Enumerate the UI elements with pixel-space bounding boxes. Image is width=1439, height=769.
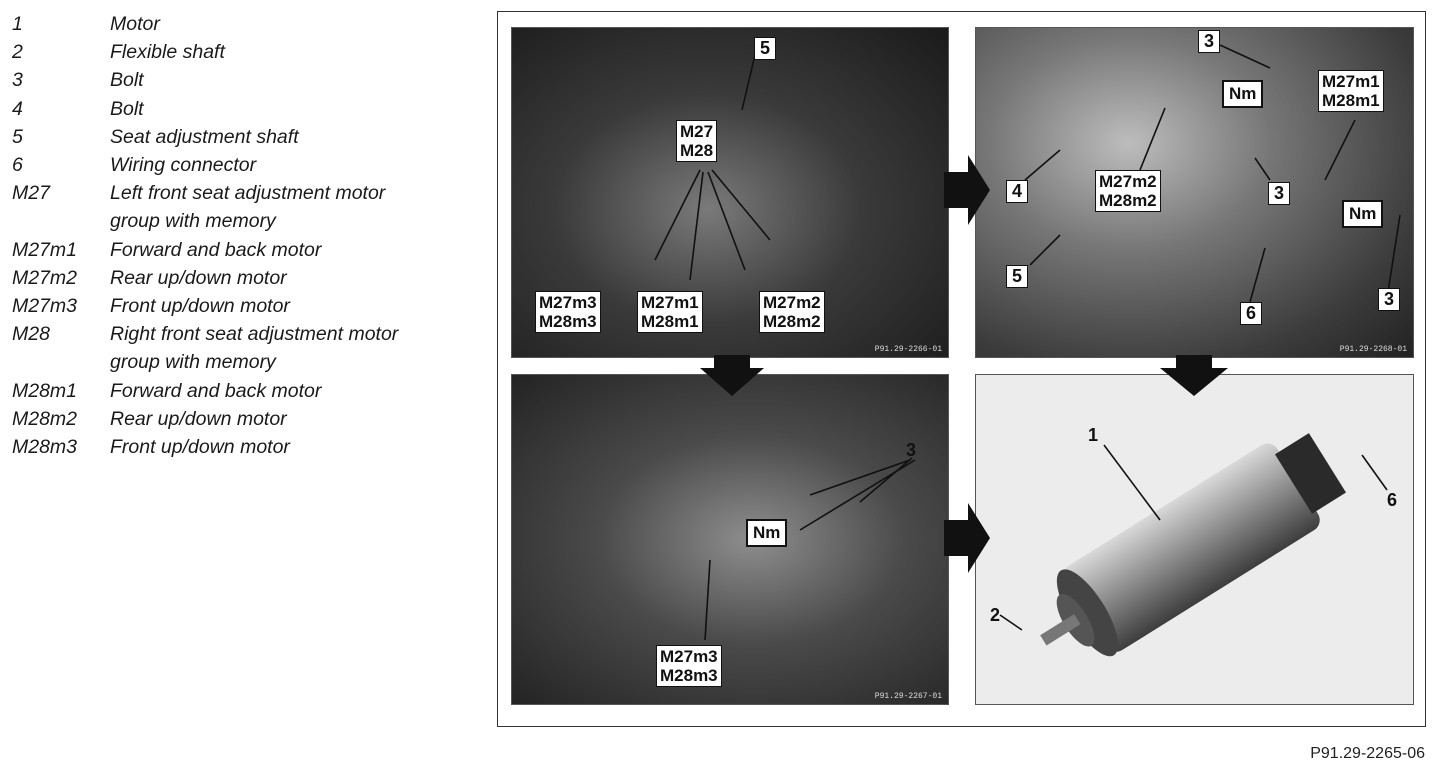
legend-row xyxy=(12,151,472,179)
callout-3: 3 xyxy=(1198,30,1220,53)
legend-row xyxy=(12,236,472,264)
legend-description: Front up/down motor xyxy=(110,295,290,318)
callout-m28m1: M28m1 xyxy=(1322,91,1380,110)
figure-id: P91.29-2265-06 xyxy=(1310,745,1425,762)
legend-code: M27m1 xyxy=(12,238,78,261)
legend-code: M27 xyxy=(12,182,50,205)
callout-m28m2: M28m2 xyxy=(763,312,821,331)
photo-reference: P91.29-2267-01 xyxy=(874,692,942,701)
legend xyxy=(12,10,472,461)
legend-code: M28m1 xyxy=(12,379,78,402)
callout-m27m2: M27m2 xyxy=(763,293,821,312)
legend-row xyxy=(12,95,472,123)
legend-row xyxy=(12,179,472,207)
legend-description: group with memory xyxy=(110,351,276,374)
photo-reference: P91.29-2268-01 xyxy=(1339,345,1407,354)
legend-description: Flexible shaft xyxy=(110,41,225,64)
callout-3: 3 xyxy=(1268,182,1290,205)
motor-illustration xyxy=(976,375,1414,705)
legend-row xyxy=(12,207,472,235)
callout-m28m1: M28m1 xyxy=(641,312,699,331)
callout-m27m1-m28m1 xyxy=(1318,70,1384,112)
legend-description: Forward and back motor xyxy=(110,379,322,402)
legend-description: Seat adjustment shaft xyxy=(110,125,299,148)
legend-row xyxy=(12,320,472,348)
legend-description: group with memory xyxy=(110,210,276,233)
legend-description: Left front seat adjustment motor xyxy=(110,182,386,205)
legend-description: Bolt xyxy=(110,69,144,92)
legend-row xyxy=(12,66,472,94)
callout-m27m2: M27m2 xyxy=(1099,172,1157,191)
legend-code: M28 xyxy=(12,323,50,346)
legend-code: M28m2 xyxy=(12,407,78,430)
legend-description: Forward and back motor xyxy=(110,238,322,261)
callout-3: 3 xyxy=(1378,288,1400,311)
legend-description: Wiring connector xyxy=(110,154,257,177)
legend-code xyxy=(12,348,110,376)
legend-row xyxy=(12,377,472,405)
callout-1: 1 xyxy=(1088,425,1099,445)
legend-code: 4 xyxy=(12,97,23,120)
legend-code: 6 xyxy=(12,154,23,177)
legend-row xyxy=(12,123,472,151)
legend-code: 2 xyxy=(12,41,23,64)
legend-description: Right front seat adjustment motor xyxy=(110,323,399,346)
torque-nm-label: Nm xyxy=(746,519,787,547)
photo-motor-removed xyxy=(975,374,1414,705)
callout-m27m3-m28m3 xyxy=(656,645,722,687)
torque-nm-label: Nm xyxy=(1222,80,1263,108)
callout-2: 2 xyxy=(990,605,1001,625)
legend-row xyxy=(12,264,472,292)
callout-m28m3: M28m3 xyxy=(660,666,718,685)
legend-code xyxy=(12,207,110,235)
callout-5: 5 xyxy=(1006,265,1028,288)
callout-m27m1-m28m1 xyxy=(637,291,703,333)
legend-description: Rear up/down motor xyxy=(110,266,287,289)
legend-description: Front up/down motor xyxy=(110,436,290,459)
callout-6: 6 xyxy=(1387,490,1398,510)
legend-description: Rear up/down motor xyxy=(110,407,287,430)
callout-m27m3-m28m3 xyxy=(535,291,601,333)
legend-row xyxy=(12,292,472,320)
legend-row xyxy=(12,10,472,38)
callout-m28m3: M28m3 xyxy=(539,312,597,331)
callout-m27m3: M27m3 xyxy=(660,647,718,666)
callout-m28: M28 xyxy=(680,141,714,160)
legend-row xyxy=(12,38,472,66)
callout-6: 6 xyxy=(1240,302,1262,325)
callout-3: 3 xyxy=(906,440,917,460)
callout-4: 4 xyxy=(1006,180,1028,203)
legend-description: Bolt xyxy=(110,97,144,120)
legend-code: M27m3 xyxy=(12,295,78,318)
callout-m27: M27 xyxy=(680,122,714,141)
callout-m27m1: M27m1 xyxy=(1322,72,1380,91)
callout-m27m3: M27m3 xyxy=(539,293,597,312)
legend-row xyxy=(12,348,472,376)
legend-code: M27m2 xyxy=(12,266,78,289)
photo-front-motor-mount xyxy=(511,374,949,705)
legend-code: 1 xyxy=(12,13,23,35)
callout-m27m2-m28m2 xyxy=(759,291,825,333)
legend-code: 3 xyxy=(12,69,23,92)
torque-nm-label: Nm xyxy=(1342,200,1383,228)
legend-code: 5 xyxy=(12,125,23,148)
legend-row xyxy=(12,405,472,433)
legend-row xyxy=(12,433,472,461)
callout-m27m1: M27m1 xyxy=(641,293,699,312)
callout-m27m2-m28m2 xyxy=(1095,170,1161,212)
callout-5: 5 xyxy=(754,37,776,60)
photo-reference: P91.29-2266-01 xyxy=(874,345,942,354)
legend-code: M28m3 xyxy=(12,436,78,459)
legend-description: Motor xyxy=(110,13,160,35)
callout-m28m2: M28m2 xyxy=(1099,191,1157,210)
callout-m27-m28 xyxy=(676,120,717,162)
